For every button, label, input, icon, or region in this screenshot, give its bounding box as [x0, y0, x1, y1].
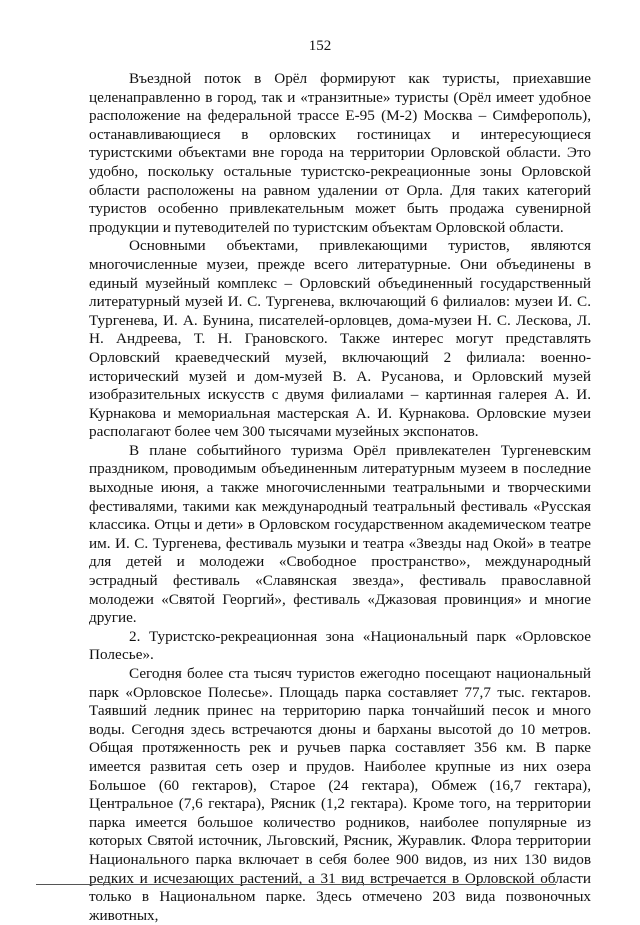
- body-text: [89, 70, 591, 925]
- paragraph-inbound-tourism: Въездной поток в Орёл формируют как туристы, приехавшие целенаправленно в город, так и «транзитные» туристы (Орёл имеет удобное расположение на федеральной трассе Е-95 (М-2) Москва – Симферополь), останавливающиеся в орловских гостиницах и интересующиеся туристскими объектами вне города на территории Орловской области. Это удобно, поскольку остальные туристско-рекреационные зоны Орловской области расположены на равном удалении от Орла. Для таких категорий туристов особенно привлекательным может быть продажа сувенирной продукции и путеводителей по туристским объектам Орловской области.: [89, 70, 591, 236]
- page-number: 152: [308, 38, 332, 54]
- section-heading-national-park: 2. Туристско-рекреационная зона «Национальный парк «Орловское Полесье».: [89, 627, 591, 664]
- paragraph-national-park: Сегодня более ста тысяч туристов ежегодно посещают национальный парк «Орловское Полесье». Площадь парка составляет 77,7 тыс. гектаров. Таявший ледник принес на территорию парка тончайший песок и много воды. Сегодня здесь встречаются дюны и барханы высотой до 10 метров. Общая протяженность рек и ручьев парка составляет 356 км. В парке имеется развитая сеть озер и прудов. Наиболее крупные из них озера Большое (60 гектаров), Старое (24 гектара), Обмеж (16,7 гектара), Центральное (7,6 гектара), Рясник (1,2 гектара). Кроме того, на территории парка имеется большое количество родников, наиболее популярные из которых Святой источник, Льговский, Рясник, Журавлик. Флора территории Национального парка включает в себя более 900 видов, из них 130 видов редких и исчезающих растений, а 31 вид встречается в Орловской области только в Национальном парке. Здесь отмечено 203 вида позвоночных животных,: [89, 665, 591, 924]
- paragraph-event-tourism: В плане событийного туризма Орёл привлекателен Тургеневским праздником, проводимым объединенным литературным музеем в последние выходные июня, а также многочисленными театральными и творческими фестивалями, такими как международный театральный фестиваль «Русская классика. Отцы и дети» в Орловском государственном академическом театре им. И. С. Тургенева, фестиваль музыки и театра «Звезды над Окой» в театре для детей и молодежи «Свободное пространство», международный эстрадный фестиваль «Славянская звезда», фестиваль православной молодежи «Святой Георгий», фестиваль «Джазовая провинция» и многие другие.: [89, 441, 591, 627]
- paragraph-museums: Основными объектами, привлекающими туристов, являются многочисленные музеи, прежде всего литературные. Они объединены в единый музейный комплекс – Орловский объединенный государственный литературный музей И. С. Тургенева, включающий 6 филиалов: музеи И. С. Тургенева, И. А. Бунина, писателей-орловцев, дома-музеи Н. С. Лескова, Л. Н. Андреева, Т. Н. Грановского. Также интерес могут представлять Орловский краеведческий музей, включающий 2 филиала: военно-исторический музей и дом-музей В. А. Русанова, и Орловский музей изобразительных искусств с двумя филиалами – картинная галерея А. И. Курнакова и мемориальная мастерская А. И. Курнакова. Орловские музеи располагают более чем 300 тысячами музейных экспонатов.: [89, 237, 591, 441]
- footer-divider: [36, 884, 556, 885]
